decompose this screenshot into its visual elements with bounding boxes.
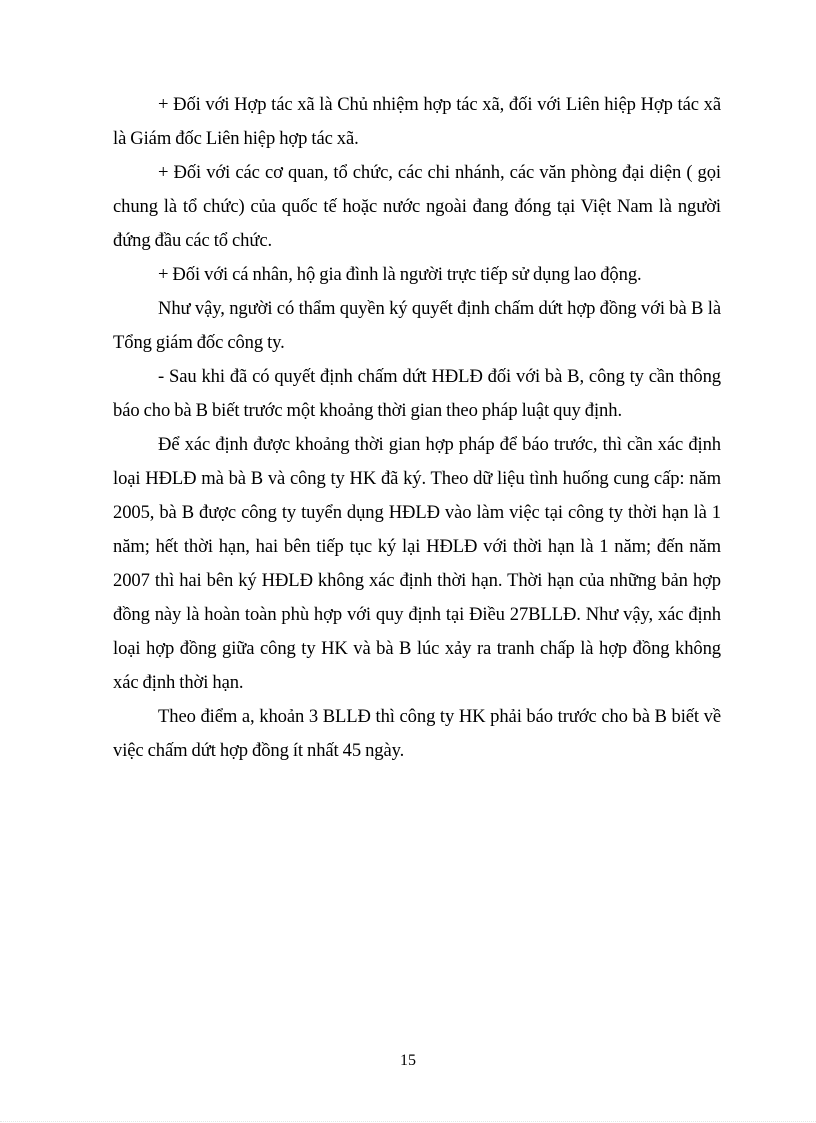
paragraph-authority-conclusion: Như vậy, người có thẩm quyền ký quyết định chấm dứt hợp đồng với bà B là Tổng giám đốc công ty. bbox=[113, 298, 721, 353]
page-bottom-divider bbox=[0, 1121, 816, 1122]
paragraph-individual-employer: + Đối với cá nhân, hộ gia đình là người trực tiếp sử dụng lao động. bbox=[158, 264, 642, 285]
paragraph-notice-requirement: - Sau khi đã có quyết định chấm dứt HĐLĐ đối với bà B, công ty cần thông báo cho bà B biết trước một khoảng thời gian theo pháp luật quy định. bbox=[113, 366, 721, 421]
paragraph-international-organization-head: + Đối với các cơ quan, tổ chức, các chi nhánh, các văn phòng đại diện ( gọi chung là tổ chức) của quốc tế hoặc nước ngoài đang đóng tại Việt Nam là người đứng đầu các tổ chức. bbox=[113, 162, 721, 251]
paragraph-cooperative-head: + Đối với Hợp tác xã là Chủ nhiệm hợp tác xã, đối với Liên hiệp Hợp tác xã là Giám đốc Liên hiệp hợp tác xã. bbox=[113, 94, 721, 149]
page-number: 15 bbox=[400, 1052, 416, 1069]
paragraph-notice-period: Theo điểm a, khoản 3 BLLĐ thì công ty HK phải báo trước cho bà B biết về việc chấm dứt hợp đồng ít nhất 45 ngày. bbox=[113, 706, 721, 761]
document-body bbox=[113, 88, 721, 768]
paragraph-contract-type-analysis: Để xác định được khoảng thời gian hợp pháp để báo trước, thì cần xác định loại HĐLĐ mà bà B và công ty HK đã ký. Theo dữ liệu tình huống cung cấp: năm 2005, bà B được công ty tuyển dụng HĐLĐ vào làm việc tại công ty thời hạn là 1 năm; hết thời hạn, hai bên tiếp tục ký lại HĐLĐ với thời hạn là 1 năm; đến năm 2007 thì hai bên ký HĐLĐ không xác định thời hạn. Thời hạn của những bản hợp đồng này là hoàn toàn phù hợp với quy định tại Điều 27BLLĐ. Như vậy, xác định loại hợp đồng giữa công ty HK và bà B lúc xảy ra tranh chấp là hợp đồng không xác định thời hạn. bbox=[113, 434, 721, 693]
